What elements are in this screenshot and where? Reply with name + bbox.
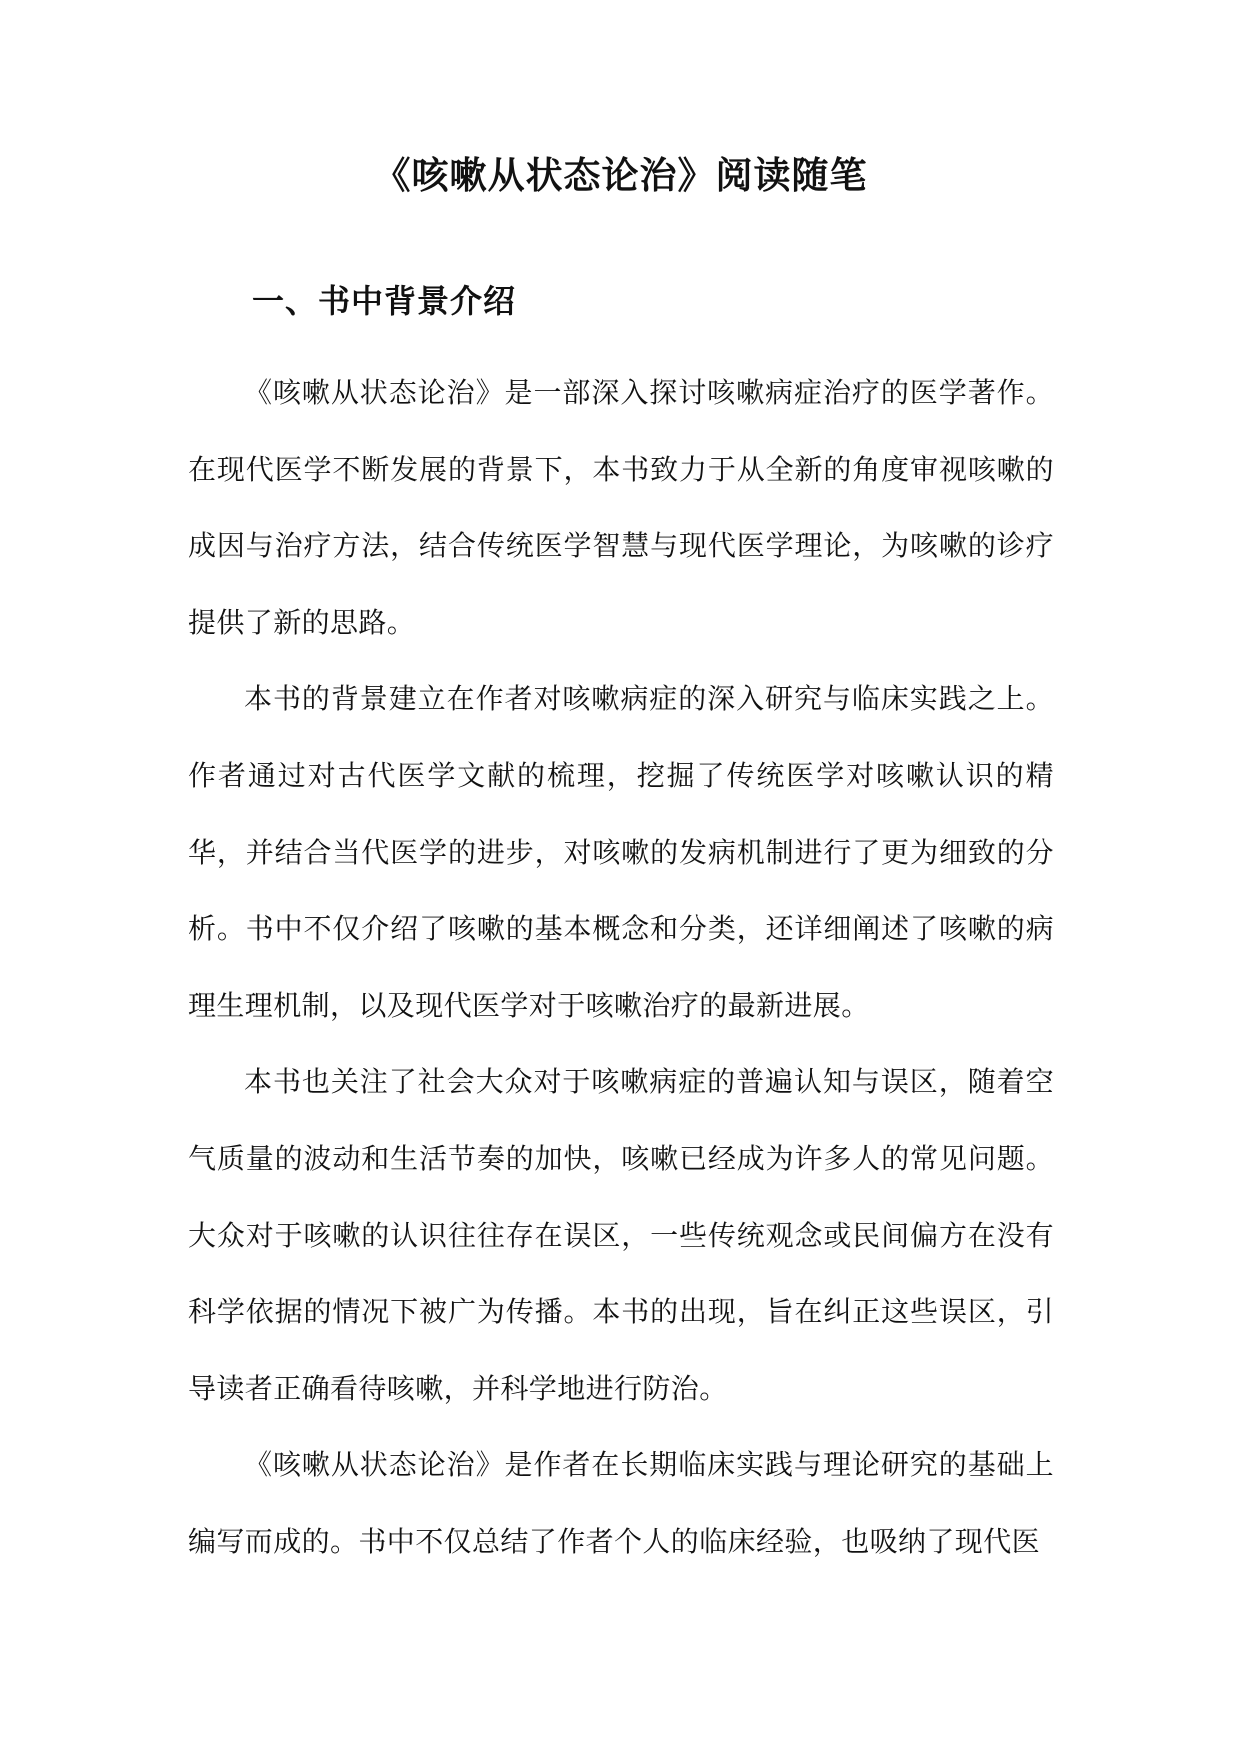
section-heading: 一、书中背景介绍: [252, 282, 517, 320]
paragraph: 《咳嗽从状态论治》是作者在长期临床实践与理论研究的基础上编写而成的。书中不仅总结了作者个人的临床经验，也吸纳了现代医: [188, 1448, 1054, 1558]
paragraph: 《咳嗽从状态论治》是一部深入探讨咳嗽病症治疗的医学著作。在现代医学不断发展的背景下，本书致力于从全新的角度审视咳嗽的成因与治疗方法，结合传统医学智慧与现代医学理论，为咳嗽的诊疗提供了新的思路。: [188, 376, 1054, 639]
document-title: 《咳嗽从状态论治》阅读随笔: [373, 154, 868, 197]
document-body: [188, 355, 1054, 1581]
paragraph: 本书也关注了社会大众对于咳嗽病症的普遍认知与误区，随着空气质量的波动和生活节奏的加快，咳嗽已经成为许多人的常见问题。大众对于咳嗽的认识往往存在误区，一些传统观念或民间偏方在没有科学依据的情况下被广为传播。本书的出现，旨在纠正这些误区，引导读者正确看待咳嗽，并科学地进行防治。: [188, 1065, 1054, 1405]
paragraph: 本书的背景建立在作者对咳嗽病症的深入研究与临床实践之上。作者通过对古代医学文献的梳理，挖掘了传统医学对咳嗽认识的精华，并结合当代医学的进步，对咳嗽的发病机制进行了更为细致的分析。书中不仅介绍了咳嗽的基本概念和分类，还详细阐述了咳嗽的病理生理机制，以及现代医学对于咳嗽治疗的最新进展。: [188, 682, 1054, 1022]
